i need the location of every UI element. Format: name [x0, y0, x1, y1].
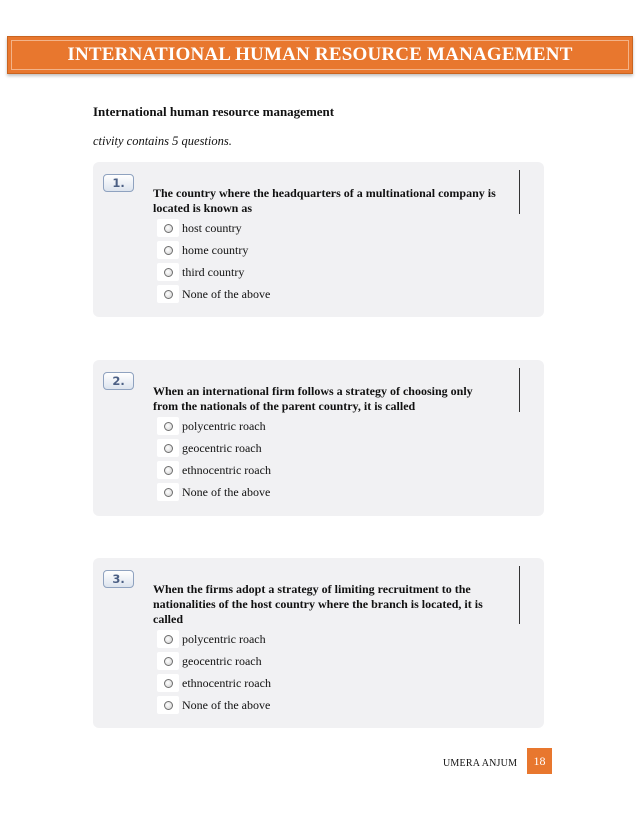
- radio-circle-icon: [164, 444, 173, 453]
- answer-option-label: polycentric roach: [182, 418, 266, 433]
- radio-button[interactable]: [157, 630, 179, 648]
- question-divider: [519, 170, 520, 214]
- answer-option[interactable]: [157, 241, 248, 259]
- question-text: [153, 384, 513, 414]
- question-number-badge: 1.: [103, 174, 134, 192]
- radio-button[interactable]: [157, 483, 179, 501]
- radio-circle-icon: [164, 422, 173, 431]
- page-header-title: INTERNATIONAL HUMAN RESOURCE MANAGEMENT: [67, 44, 573, 65]
- answer-option-label: ethnocentric roach: [182, 462, 271, 477]
- answer-option[interactable]: [157, 461, 271, 479]
- radio-circle-icon: [164, 701, 173, 710]
- answer-option[interactable]: [157, 285, 270, 303]
- question-text: [153, 186, 513, 216]
- answer-option-label: home country: [182, 242, 249, 257]
- answer-option[interactable]: [157, 674, 271, 692]
- radio-circle-icon: [164, 268, 173, 277]
- radio-button[interactable]: [157, 674, 179, 692]
- answer-option-label: geocentric roach: [182, 653, 262, 668]
- answer-option[interactable]: [157, 483, 270, 501]
- question-line: When an international firm follows a strategy of choosing only: [153, 384, 473, 398]
- question-text: [153, 582, 513, 627]
- question-line: called: [153, 612, 183, 626]
- radio-button[interactable]: [157, 241, 179, 259]
- answer-option-label: None of the above: [182, 286, 271, 301]
- radio-button[interactable]: [157, 285, 179, 303]
- radio-circle-icon: [164, 635, 173, 644]
- answer-option[interactable]: [157, 263, 244, 281]
- answer-option[interactable]: [157, 439, 262, 457]
- answer-option-label: ethnocentric roach: [182, 675, 271, 690]
- answer-option-label: host country: [182, 220, 242, 235]
- footer-author: UMERA ANJUM: [443, 758, 518, 769]
- question-line: When the firms adopt a strategy of limiting recruitment to the: [153, 582, 471, 596]
- footer-page-number: 18: [527, 748, 552, 774]
- answer-option-label: third country: [182, 264, 245, 279]
- question-card-3: [93, 558, 544, 728]
- answer-option-label: None of the above: [182, 484, 271, 499]
- radio-button[interactable]: [157, 219, 179, 237]
- question-divider: [519, 566, 520, 624]
- document-subtitle: ctivity contains 5 questions.: [93, 134, 232, 148]
- radio-circle-icon: [164, 679, 173, 688]
- question-line: nationalities of the host country where the branch is located, it is: [153, 597, 483, 611]
- radio-circle-icon: [164, 657, 173, 666]
- answer-option[interactable]: [157, 417, 266, 435]
- question-number-badge: 3.: [103, 570, 134, 588]
- question-card-1: [93, 162, 544, 317]
- answer-option[interactable]: [157, 219, 242, 237]
- radio-circle-icon: [164, 488, 173, 497]
- radio-button[interactable]: [157, 652, 179, 670]
- question-line: The country where the headquarters of a multinational company is: [153, 186, 496, 200]
- question-line: located is known as: [153, 201, 253, 215]
- radio-circle-icon: [164, 466, 173, 475]
- question-card-2: [93, 360, 544, 516]
- radio-button[interactable]: [157, 439, 179, 457]
- radio-button[interactable]: [157, 417, 179, 435]
- answer-option-label: None of the above: [182, 697, 271, 712]
- radio-button[interactable]: [157, 263, 179, 281]
- radio-circle-icon: [164, 290, 173, 299]
- document-title: International human resource management: [93, 104, 335, 119]
- answer-option-label: geocentric roach: [182, 440, 262, 455]
- radio-button[interactable]: [157, 696, 179, 714]
- answer-option[interactable]: [157, 696, 270, 714]
- header-banner: [7, 36, 633, 74]
- answer-option[interactable]: [157, 630, 266, 648]
- radio-circle-icon: [164, 224, 173, 233]
- radio-button[interactable]: [157, 461, 179, 479]
- answer-option-label: polycentric roach: [182, 631, 266, 646]
- question-number-badge: 2.: [103, 372, 134, 390]
- question-divider: [519, 368, 520, 412]
- radio-circle-icon: [164, 246, 173, 255]
- answer-option[interactable]: [157, 652, 262, 670]
- question-line: from the nationals of the parent country, it is called: [153, 399, 416, 413]
